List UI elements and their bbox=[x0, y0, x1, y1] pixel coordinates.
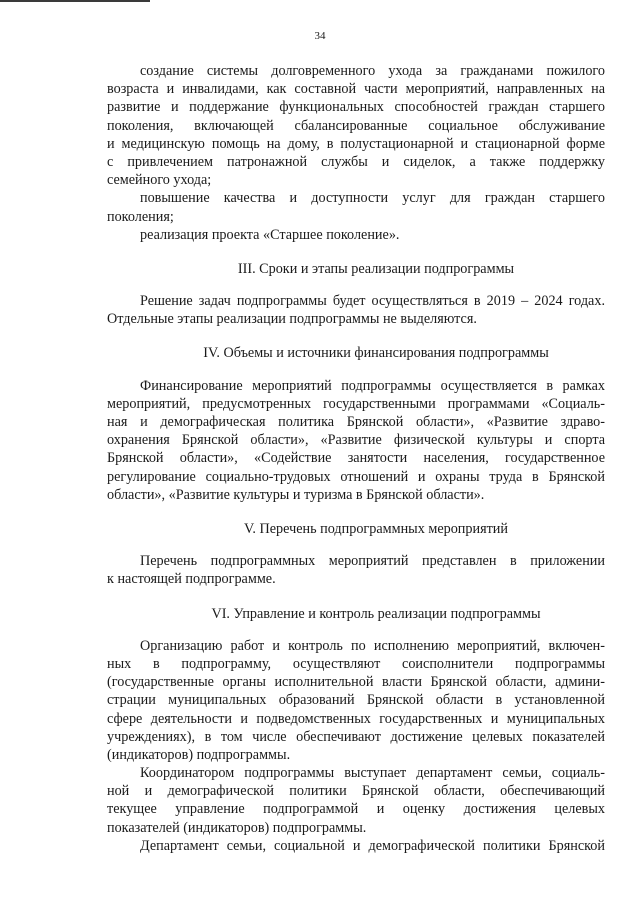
text-line: развитие и поддержание функциональных способностей граждан старшего bbox=[107, 99, 605, 116]
section-heading: IV. Объемы и источники финансирования подпрограммы bbox=[203, 345, 549, 362]
text-line: поколения, включающей сбалансированные социальное обслуживание bbox=[107, 117, 605, 134]
text-line: ных в подпрограмму, осуществляют соисполнители подпрограммы bbox=[107, 655, 605, 672]
text-line: области», «Развитие культуры и туризма в Брянской области». bbox=[107, 486, 485, 503]
text-line: мероприятий, предусмотренных государственными программами «Социаль- bbox=[107, 395, 605, 412]
text-line: Департамент семьи, социальной и демографической политики Брянской bbox=[140, 837, 605, 854]
page-number: 34 bbox=[314, 30, 326, 42]
text-line: сфере деятельности и подведомственных государственных и муниципальных bbox=[107, 710, 605, 727]
text-line: с привлечением патронажной службы и сиделок, а также поддержку bbox=[107, 153, 605, 170]
text-line: (индикаторов) подпрограммы. bbox=[107, 746, 291, 763]
text-line: Брянской области», «Содействие занятости населения, государственное bbox=[107, 450, 605, 467]
paragraph bbox=[107, 62, 605, 189]
paragraph bbox=[107, 764, 605, 837]
text-line: регулирование социально-трудовых отношений и охраны труда в Брянской bbox=[107, 468, 605, 485]
text-line: страции муниципальных образований Брянской области в установленной bbox=[107, 692, 605, 709]
text-line: Организацию работ и контроль по исполнению мероприятий, включен- bbox=[140, 637, 605, 654]
section-heading: V. Перечень подпрограммных мероприятий bbox=[244, 520, 508, 537]
paragraph bbox=[107, 226, 605, 244]
text-line: ной и демографической политики Брянской области, обеспечивающий bbox=[107, 783, 605, 800]
text-line: ная и демографическая политика Брянской области», «Развитие здраво- bbox=[107, 414, 605, 431]
paragraph bbox=[107, 377, 605, 504]
text-line: Перечень подпрограммных мероприятий представлен в приложении bbox=[140, 553, 605, 570]
text-line: возраста и инвалидами, как составной части мероприятий, направленных на bbox=[107, 81, 605, 98]
text-line: к настоящей подпрограмме. bbox=[107, 571, 276, 588]
text-line: (государственные органы исполнительной власти Брянской области, админи- bbox=[107, 674, 605, 691]
text-line: и медицинскую помощь на дому, в полустационарной и стационарной форме bbox=[107, 135, 605, 152]
section-heading: III. Сроки и этапы реализации подпрограммы bbox=[237, 260, 515, 277]
text-line: поколения; bbox=[107, 208, 174, 225]
text-line: охранения Брянской области», «Развитие физической культуры и спорта bbox=[107, 432, 605, 449]
document-body bbox=[107, 62, 605, 855]
paragraph bbox=[107, 292, 605, 328]
paragraph bbox=[107, 189, 605, 225]
text-line: Решение задач подпрограммы будет осуществляться в 2019 – 2024 годах. bbox=[140, 293, 605, 310]
text-line: Финансирование мероприятий подпрограммы осуществляется в рамках bbox=[140, 377, 605, 394]
text-line: Отдельные этапы реализации подпрограммы не выделяются. bbox=[107, 311, 477, 328]
text-line: создание системы долговременного ухода за гражданами пожилого bbox=[140, 63, 605, 79]
text-line: учреждениях), в том числе обеспечивают достижение целевых показателей bbox=[107, 728, 605, 745]
scan-edge-mark bbox=[0, 0, 150, 2]
paragraph bbox=[107, 837, 605, 855]
paragraph bbox=[107, 637, 605, 764]
text-line: текущее управление подпрограммой и оценку достижения целевых bbox=[107, 801, 605, 818]
text-line: показателей (индикаторов) подпрограммы. bbox=[107, 819, 367, 836]
text-line: повышение качества и доступности услуг для граждан старшего bbox=[140, 190, 605, 207]
section-heading: VI. Управление и контроль реализации подпрограммы bbox=[211, 605, 541, 622]
paragraph bbox=[107, 552, 605, 588]
text-line: семейного ухода; bbox=[107, 172, 212, 189]
text-line: реализация проекта «Старшее поколение». bbox=[140, 226, 400, 243]
text-line: Координатором подпрограммы выступает департамент семьи, социаль- bbox=[140, 765, 605, 782]
